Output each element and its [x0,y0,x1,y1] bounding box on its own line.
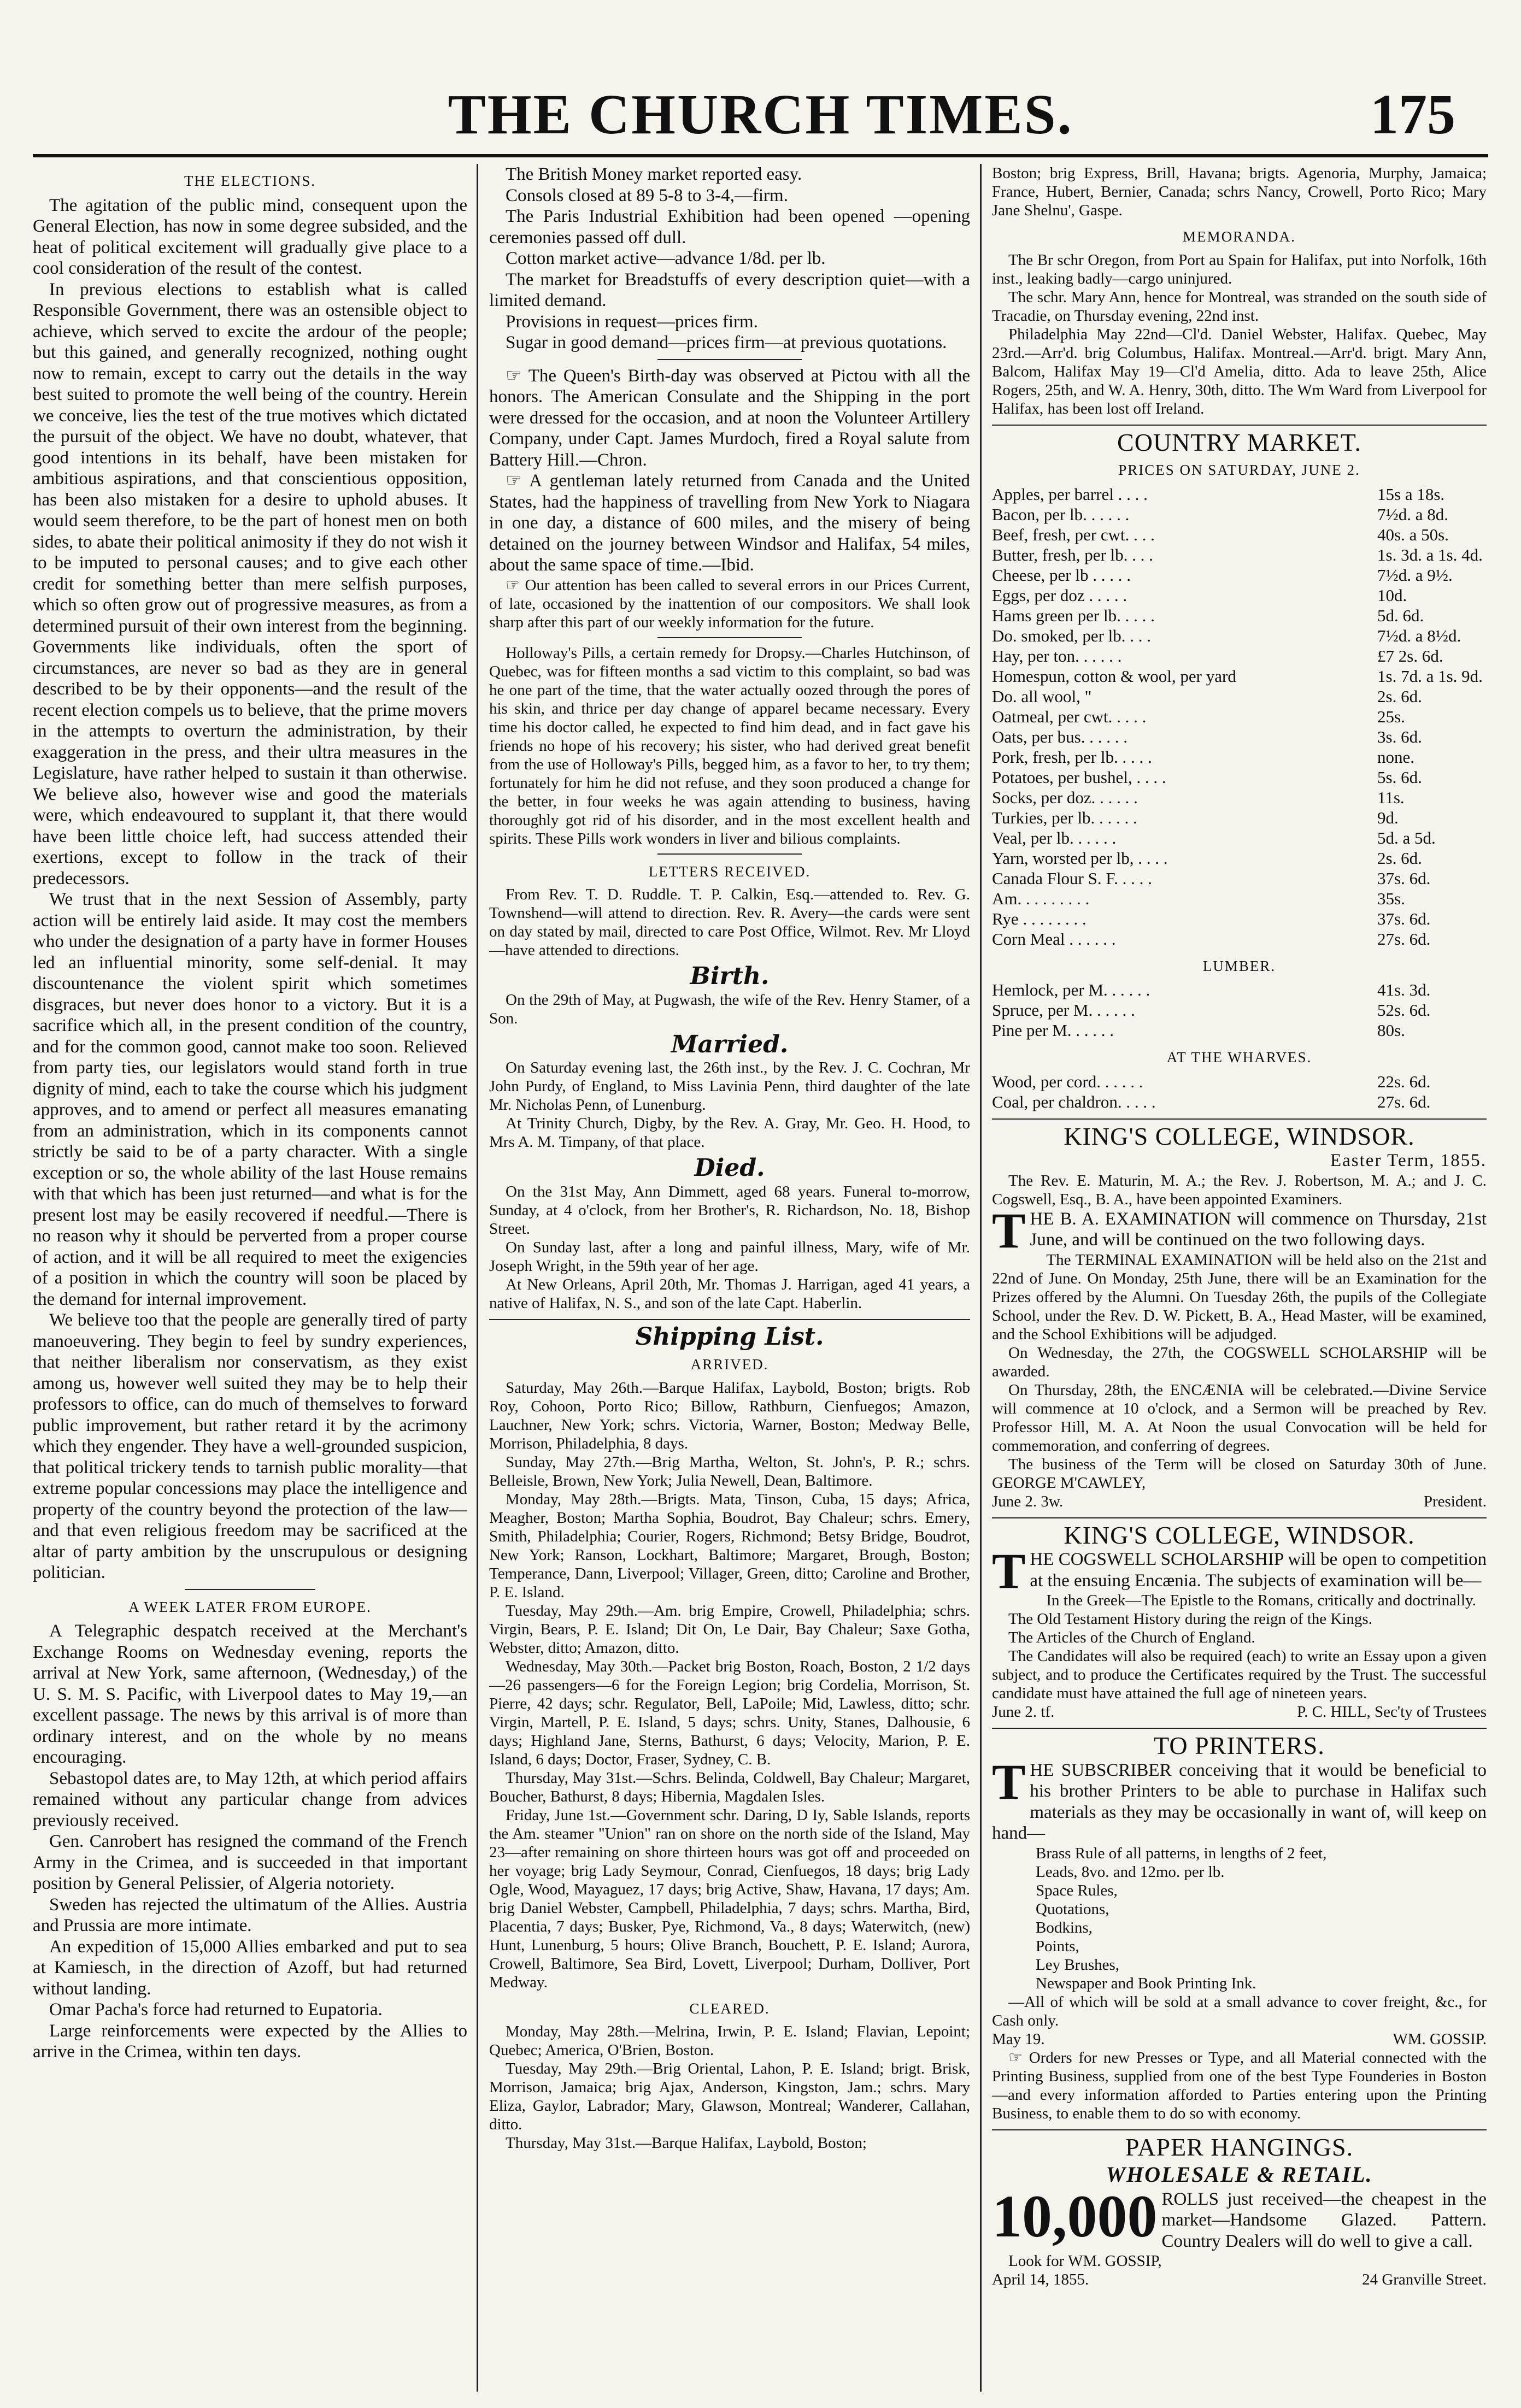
divider [992,1118,1487,1120]
market-news-line: Sugar in good demand—prices firm—at previous quotations. [506,333,947,352]
divider [489,1319,970,1320]
price-row [992,666,1487,686]
shipping-heading: Shipping List. [635,1322,824,1351]
arrived-entry: Sunday, May 27th.—Brig Martha, Welton, St. John's, P. R.; schrs. Belleisle, Brown, New York; Julia Newell, Dean, Baltimore. [489,1453,970,1489]
price-row [992,484,1487,504]
europe-paragraph: Sebastopol dates are, to May 12th, at which period affairs remained without any particular change from advices previously received. [33,1768,467,1830]
address: 24 Granville Street. [1362,2271,1487,2288]
arrived-entry: Saturday, May 26th.—Barque Halifax, Laybold, Boston; brigts. Rob Roy, Cohoon, Porto Rico; Billow, Rathburn, Cienfuegos; Amazon, Lauchner, New York; schrs. Victoria, Warner, Boston; Medway Belle, Morrison, Philadelphia, 8 days. [489,1379,970,1452]
scholarship-paragraph: The Old Testament History during the reign of the Kings. [1008,1610,1372,1628]
price-item: Eggs, per doz . . . . . [992,585,1127,605]
price-value: 1s. 3d. a 1s. 4d. [1377,545,1483,564]
price-value: 27s. 6d. [1377,1092,1431,1111]
arrived-entry: Monday, May 28th.—Brigts. Mata, Tinson, Cuba, 15 days; Africa, Meagher, Boston; Martha Sophia, Boudrot, Bay Chaleur; schrs. Emery, Smith, Philadelphia; Courier, Rogers, Richmond; Betsy Bridge, Boudrot, New York; Ranson, Lockhart, Baltimore; Margaret, Brough, Boston; Temperance, Dann, Liverpool; Villager, Green, ditto; Caroline and Brother, P. E. Island. [489,1490,970,1601]
price-value: 7½d. a 8d. [1377,504,1449,524]
look-for-line: Look for WM. GOSSIP, [1008,2252,1162,2270]
divider [992,2129,1487,2130]
arrived-entry: Friday, June 1st.—Government schr. Daring, D Iy, Sable Islands, reports the Am. steamer "Union" ran on shore on the north side of the Island, May 23—after remaining on shore thirteen hours was got off and proceeded on her voyage; brig Lady Seymour, Conrad, Cienfuegos, 18 days; brig Lady Ogle, Wood, Mayaguez, 17 days; brig Active, Shaw, Havana, 17 days; Am. brig Daniel Webster, Campbell, Philadelphia, 7 days; schrs. Martha, Bird, Placentia, 7 days; Busker, Pye, Richmond, Va., 8 days; Waterwitch, (new) Hunt, Lunenburg, 5 hours; Olive Branch, Bouchett, P. E. Island; Aurora, Crowell, Baltimore, Sea Bird, Lovett, Liverpool; Durham, Dolliver, Port Medway. [489,1806,970,1991]
market-news-line: The British Money market reported easy. [506,164,802,184]
price-item: Wood, per cord. . . . . . [992,1071,1143,1091]
printer-item: Points, [1036,1937,1079,1955]
arrived-entry: Tuesday, May 29th.—Am. brig Empire, Crowell, Philadelphia; schrs. Virgin, Bears, P. E. Island; Dit On, Le Dair, Bay Chaleur; Saxe Gotha, Webster, ditto; Amazon, ditto. [489,1602,970,1657]
price-item: Oatmeal, per cwt. . . . . [992,706,1147,726]
signature-line [992,2270,1487,2289]
printer-items-list [992,1844,1487,1993]
europe-heading: A WEEK LATER FROM EUROPE. [128,1598,372,1615]
price-item: Coal, per chaldron. . . . . [992,1092,1156,1111]
elections-paragraph: We trust that in the next Session of Assembly, party action will be entirely laid aside. It may cost the members who under the designation of a party have in former Houses led an influential minority, some self-denial. It may discountenance the violent spirit which sometimes disgraces, but never does honor to a victory. But it is a sacrifice which all, in the present condition of the country, and for the common good, cannot make too soon. Relieved from party ties, our legislators would stand forth in true dignity of mind, each to take the course which his judgment approves, and to amend or perfect all measures emanating from an administration, which in its components cannot strictly be said to be of a party character. With a single exception or so, the whole ability of the last House remains with that which has been just returned—and what is for the present lost may be easily recovered if needful.—There is no reason why it should be perverted from a proper course of action, and it will be all required to meet the exigencies of a position in which the country will soon be placed by the demand for internal improvement. [33,890,467,1309]
price-row [992,1020,1487,1040]
date-label: April 14, 1855. [992,2271,1089,2288]
date-label: June 2. tf. [992,1703,1055,1721]
memoranda-entry: The schr. Mary Ann, hence for Montreal, was stranded on the south side of Tracadie, on Thursday evening, 22nd inst. [992,288,1487,325]
price-item: Corn Meal . . . . . . [992,929,1116,949]
printers-notice: HE SUBSCRIBER conceiving that it would be beneficial to his brother Printers to be able to purchase in Halifax such materials as they may be occasionally in want of, will keep on hand— [992,1760,1487,1843]
price-value: 9d. [1377,808,1399,827]
drop-cap: T [992,1202,1026,1258]
price-row [992,767,1487,787]
price-row [992,686,1487,706]
price-value: 41s. 3d. [1377,980,1431,999]
death-notice: On Sunday last, after a long and painful illness, Mary, wife of Mr. Joseph Wright, in the 59th year of her age. [489,1238,970,1275]
price-item: Bacon, per lb. . . . . . [992,504,1130,524]
price-row [992,504,1487,525]
price-row [992,808,1487,828]
price-value: 7½d. a 8½d. [1377,626,1461,645]
price-row [992,727,1487,747]
ba-exam-notice: HE B. A. EXAMINATION will commence on Thursday, 21st June, and will be continued on the two following days. [1030,1209,1487,1250]
drop-cap: T [992,1753,1026,1810]
holloway-advert: Holloway's Pills, a certain remedy for Dropsy.—Charles Hutchinson, of Quebec, was for fifteen months a sad victim to this complaint, so bad was he one part of the time, that the water actually oozed through the pores of his skin, and thrice per day change of apparel became necessary. Every time his doctor called, he expected to find him dead, and in fact gave his friends no hope of his recovery; his sister, who had derived great benefit from the use of Holloway's Pills, begged him, as a favor to her, to try them; fortunately for him he did not refuse, and they soon produced a change for the better, in four weeks he was again attending to business, having thoroughly got rid of his disorder, and in the most excellent health and spirits. These Pills work wonders in liver and bilious complaints. [489,644,970,847]
price-row [992,565,1487,585]
scholarship-paragraph: The Articles of the Church of England. [1008,1629,1255,1646]
college-paragraph: The business of the Term will be closed on Saturday 30th of June. GEORGE M'CAWLEY, [992,1455,1487,1492]
price-item: Hams green per lb. . . . . [992,605,1155,625]
price-row [992,828,1487,848]
drop-cap: T [992,1543,1026,1599]
printer-item: Space Rules, [1036,1881,1118,1899]
price-value: 52s. 6d. [1377,1000,1431,1020]
price-item: Pine per M. . . . . . [992,1021,1114,1040]
printer-item: Brass Rule of all patterns, in lengths of 2 feet, [1036,1844,1327,1862]
price-item: Canada Flour S. F. . . . . [992,868,1152,888]
market-news-line: Cotton market active—advance 1/8d. per lb. [506,249,826,268]
arrived-entry: Thursday, May 31st.—Schrs. Belinda, Coldwell, Bay Chaleur; Margaret, Boucher, Bathurst, 8 days; Hibernia, Magdalen Isles. [489,1769,970,1805]
marriage-notice: On Saturday evening last, the 26th inst., by the Rev. J. C. Cochran, Mr John Purdy, of England, to Miss Lavinia Penn, third daughter of the late Mr. Nicholas Penn, of Lunenburg. [489,1059,970,1114]
price-value: 37s. 6d. [1377,868,1431,888]
column-divider [980,164,982,2392]
scholarship-notice: HE COGSWELL SCHOLARSHIP will be open to competition at the ensuing Encænia. The subjects of examination will be— [1030,1550,1487,1591]
price-value: 7½d. a 9½. [1377,565,1453,585]
orders-note: ☞ Orders for new Presses or Type, and all Material connected with the Printing Business, supplied from one of the best Type Founderies in Boston—and every information afforded to Parties entering upon the Printing Business, to enable them to do so with economy. [992,2048,1487,2122]
price-row [992,525,1487,545]
price-row [992,646,1487,666]
column-2 [489,164,970,2392]
market-news-line: The Paris Industrial Exhibition had been opened —opening ceremonies passed off dull. [489,207,970,248]
price-item: Rye . . . . . . . . [992,909,1087,928]
price-item: Pork, fresh, per lb. . . . . [992,747,1152,767]
divider [657,853,802,855]
cleared-entry: Tuesday, May 29th.—Brig Oriental, Lahon, P. E. Island; brigt. Brisk, Morrison, Jamaica; brig Ajax, Anderson, Kingston, Jam.; schrs. Mary Eliza, Gaylor, Labrador; Mary, Glawson, Montreal; Wanderer, Callahan, ditto. [489,2060,970,2133]
market-news-line: Provisions in request—prices firm. [506,311,758,332]
europe-paragraph: Sweden has rejected the ultimatum of the Allies. Austria and Prussia are more intimate. [33,1894,467,1935]
price-value: 15s a 18s. [1377,484,1445,504]
cleared-heading: CLEARED. [689,2000,770,2017]
price-row [992,888,1487,909]
divider [992,425,1487,426]
price-row [992,868,1487,888]
elections-paragraph: The agitation of the public mind, consequent upon the General Election, has now in some degree subsided, and the heat of political excitement will gradually give place to a cool consideration of the result of the contest. [33,195,467,278]
country-market-heading: COUNTRY MARKET. [1117,428,1361,456]
market-news-line: Consols closed at 89 5-8 to 3-4,—firm. [506,185,788,205]
paper-advert-text: ROLLS just received—the cheapest in the market—Handsome Glazed. Pattern. Country Dealers will do well to give a call. [1161,2189,1487,2251]
divider [992,1728,1487,1729]
examiners-notice: The Rev. E. Maturin, M. A.; the Rev. J. Robertson, M. A.; and J. C. Cogswell, Esq., B. A., have been appointed Examiners. [992,1171,1487,1208]
rolls-quantity: 10,000 [992,2182,1158,2250]
price-item: Spruce, per M. . . . . . [992,1000,1135,1020]
easter-term-label: Easter Term, 1855. [1330,1151,1487,1170]
college-paragraph: On Wednesday, the 27th, the COGSWELL SCHOLARSHIP will be awarded. [992,1344,1487,1380]
price-item: Hay, per ton. . . . . . [992,646,1122,666]
price-item: Homespun, cotton & wool, per yard [992,666,1236,686]
column-divider [477,164,478,2392]
price-row [992,747,1487,767]
printer-item: Newspaper and Book Printing Ink. [1036,1974,1256,1992]
divider [992,1517,1487,1518]
price-item: Do. smoked, per lb. . . . [992,626,1152,645]
wholesale-retail-label: WHOLESALE & RETAIL. [1106,2162,1373,2187]
price-value: £7 2s. 6d. [1377,646,1443,666]
masthead-rule [33,154,1488,157]
memoranda-heading: MEMORANDA. [1183,228,1296,245]
date-label: May 19. [992,2030,1045,2048]
price-value: 80s. [1377,1021,1405,1040]
cleared-entry: Thursday, May 31st.—Barque Halifax, Laybold, Boston; [506,2134,867,2152]
divider [657,359,802,360]
price-value: 1s. 7d. a 1s. 9d. [1377,666,1483,686]
letters-text: From Rev. T. D. Ruddle. T. P. Calkin, Esq.—attended to. Rev. G. Townshend—will attend to direction. Rev. R. Avery—the cards were sent on day stated by mail, directed to care Post Office, Wilmot. Rev. Mr Lloyd—have attended to directions. [489,886,970,959]
marriage-notice: At Trinity Church, Digby, by the Rev. A. Gray, Mr. Geo. H. Hood, to Mrs A. M. Timpany, of that place. [489,1115,970,1151]
europe-paragraph: Large reinforcements were expected by the Allies to arrive in the Crimea, within ten days. [33,2021,467,2062]
price-value: 40s. a 50s. [1377,525,1449,544]
birth-notice: On the 29th of May, at Pugwash, the wife of the Rev. Henry Stamer, of a Son. [489,991,970,1027]
arrived-entry: Wednesday, May 30th.—Packet brig Boston, Roach, Boston, 2 1/2 days—26 passengers—6 for the Foreign Legion; brig Cordelia, Morrison, St. Pierre, 42 days; schr. Regulator, Bell, LaPoile; Mid, Lawless, ditto; schr. Virgin, Martell, P. E. Island, 5 days; schrs. Unity, Stanes, Dalhousie, 6 days; Highland Jane, Sterns, Bathurst, 6 days; Velocity, Marion, P. E. Island, 6 days; Doctor, Fraser, Sydney, C. B. [489,1657,970,1768]
europe-paragraph: An expedition of 15,000 Allies embarked and put to sea at Kamiesch, in the direction of Azoff, but had returned without landing. [33,1936,467,1999]
price-row [992,909,1487,929]
divider [185,1589,315,1590]
lumber-heading: LUMBER. [1202,957,1276,974]
price-item: Do. all wool, " [992,686,1092,706]
europe-paragraph: A Telegraphic despatch received at the Merchant's Exchange Rooms on Wednesday evening, reports the arrival at New York, same afternoon, (Wednesday,) of the U. S. M. S. Pacific, with Liverpool dates to May 19,—an excellent passage. The news by this arrival is of more than ordinary interest, and on the whole by no means encouraging. [33,1621,467,1767]
price-row [992,605,1487,626]
page-number: 175 [1370,83,1455,146]
price-row [992,1071,1487,1092]
price-item: Yarn, worsted per lb, . . . . [992,848,1168,868]
price-row [992,706,1487,727]
price-row [992,545,1487,565]
signature-line [992,2030,1487,2048]
price-row [992,1000,1487,1020]
printer-item: Leads, 8vo. and 12mo. per lb. [1036,1863,1225,1881]
price-value: 5d. 6d. [1377,605,1424,625]
price-item: Cheese, per lb . . . . . [992,565,1131,585]
death-notice: On the 31st May, Ann Dimmett, aged 68 years. Funeral to-morrow, Sunday, at 4 o'clock, from her Brother's, R. Richardson, No. 18, Bishop Street. [489,1182,970,1238]
price-item: Oats, per bus. . . . . . [992,727,1127,746]
printers-heading: TO PRINTERS. [1154,1732,1325,1759]
memoranda-entry: Philadelphia May 22nd—Cl'd. Daniel Webster, Halifax. Quebec, May 23rd.—Arr'd. brig Columbus, Halifax. Montreal.—Arr'd. brigt. Mary Ann, Balcom, Halifax May 19—Cl'd Amelia, ditto. Ada to leave 25th, Alice Rogers, 25th, and W. A. Henry, 30th, ditto. The Wm Ward from Liverpool for Halifax, has been lost off Ireland. [992,325,1487,417]
paper-hangings-heading: PAPER HANGINGS. [1125,2133,1354,2161]
price-item: Apples, per barrel . . . . [992,484,1148,504]
price-item: Veal, per lb. . . . . . [992,828,1117,847]
market-news-line: The market for Breadstuffs of every description quiet—with a limited demand. [489,269,970,310]
scholarship-paragraph: The Candidates will also be required (each) to write an Essay upon a given subject, and to produce the Certificates required by the Trust. The successful candidate must have attained the full age of nineteen years. [992,1647,1487,1702]
price-item: Turkies, per lb. . . . . . [992,808,1137,827]
letters-heading: LETTERS RECEIVED. [648,863,811,880]
price-value: 11s. [1377,787,1405,807]
price-row [992,929,1487,949]
kings-college-heading: KING'S COLLEGE, WINDSOR. [1064,1521,1415,1549]
queens-birthday-item: ☞ The Queen's Birth-day was observed at Pictou with all the honors. The American Consulate and the Shipping in the port were dressed for the occasion, and at noon the Volunteer Artillery Company, under Capt. James Murdoch, fired a Royal salute from Battery Hill.—Chron. [489,366,970,470]
price-value: 5d. a 5d. [1377,828,1436,847]
price-row [992,1092,1487,1112]
price-value: 10d. [1377,585,1407,605]
newspaper-title: THE CHURCH TIMES. [448,83,1073,146]
married-heading: Married. [671,1030,789,1058]
wharves-price-list [992,1071,1487,1112]
errors-note: ☞ Our attention has been called to several errors in our Prices Current, of late, occasioned by the inattention of our compositors. We shall look sharp after this part of our weekly information for the future. [489,576,970,631]
date-label: June 2. 3w. [992,1492,1064,1510]
wharves-heading: AT THE WHARVES. [1166,1049,1312,1065]
death-notice: At New Orleans, April 20th, Mr. Thomas J. Harrigan, aged 41 years, a native of Halifax, N. S., and son of the late Capt. Haberlin. [489,1275,970,1312]
price-value: 2s. 6d. [1377,686,1422,706]
europe-paragraph: Gen. Canrobert has resigned the command of the French Army in the Crimea, and is succeeded in that important position by General Pelissier, of Algeria notoriety. [33,1832,467,1893]
price-item: Potatoes, per bushel, . . . . [992,767,1166,787]
divider [657,637,802,638]
signature-line [992,1492,1487,1511]
price-item: Butter, fresh, per lb. . . . [992,545,1153,564]
kings-college-heading: KING'S COLLEGE, WINDSOR. [1064,1122,1415,1150]
elections-heading: THE ELECTIONS. [184,173,316,189]
price-value: 2s. 6d. [1377,848,1422,868]
europe-paragraph: Omar Pacha's force had returned to Eupatoria. [49,2000,383,2020]
scholarship-paragraph: In the Greek—The Epistle to the Romans, critically and doctrinally. [1046,1592,1476,1609]
printer-item: Bodkins, [1036,1918,1093,1936]
price-item: Beef, fresh, per cwt. . . . [992,525,1155,544]
price-value: 25s. [1377,706,1405,726]
price-value: 27s. 6d. [1377,929,1431,949]
arrived-heading: ARRIVED. [690,1356,769,1373]
price-row [992,980,1487,1000]
elections-paragraph: We believe too that the people are generally tired of party manoeuvering. They begin to feel by sundry experiences, that neither liberalism nor conservatism, as they exist among us, however well suited they may be to help their professors to office, can do much of themselves to forward public improvement, but rather retard it by the acrimony which they engender. They have a well-grounded suspicion, that political trickery tends to tarnish public morality—that extreme popular concessions may place the intelligence and property of the country beyond the protection of the law—and that even religious freedom may be sacrificed at the altar of party ambition by the unscrupulous or designing politician. [33,1310,467,1582]
price-value: 37s. 6d. [1377,909,1431,928]
price-item: Am. . . . . . . . . [992,888,1090,908]
printer-item: Ley Brushes, [1036,1956,1120,1974]
price-item: Socks, per doz. . . . . . [992,787,1138,807]
price-row [992,585,1487,605]
country-market-subheading: PRICES ON SATURDAY, JUNE 2. [1118,462,1360,478]
price-value: 5s. 6d. [1377,767,1422,787]
price-value: 22s. 6d. [1377,1071,1431,1091]
price-value: 35s. [1377,888,1405,908]
gentleman-item: ☞ A gentleman lately returned from Canada and the United States, had the happiness of travelling from New York to Niagara in one day, a distance of 600 miles, and the misery of being detained on the journey between Windsor and Halifax, 54 miles, about the same space of time.—Ibid. [489,471,970,575]
price-item: Hemlock, per M. . . . . . [992,980,1150,999]
column-1 [33,164,467,2392]
shipping-continued: Boston; brig Express, Brill, Havana; brigts. Agenoria, Murphy, Jamaica; France, Hubert, Bernier, Canada; schrs Nancy, Crowell, Porto Rico; Mary Jane Shelnu', Gaspe. [992,164,1487,219]
printers-tail: —All of which will be sold at a small advance to cover freight, &c., for Cash only. [992,1993,1487,2029]
price-row [992,848,1487,868]
college-paragraph: The TERMINAL EXAMINATION will be held also on the 21st and 22nd of June. On Monday, 25th June, there will be an Examination for the Prizes offered by the Alumni. On Tuesday 26th, the pupils of the Collegiate School, under the Rev. D. W. Pickett, B. A., Head Master, will be examined, and the School Exhibitions will be adjudged. [992,1251,1487,1343]
price-row [992,626,1487,646]
lumber-price-list [992,980,1487,1040]
cleared-entry: Monday, May 28th.—Melrina, Irwin, P. E. Island; Flavian, Lepoint; Quebec; America, O'Brien, Boston. [489,2023,970,2059]
college-paragraph: On Thursday, 28th, the ENCÆNIA will be celebrated.—Divine Service will commence at 10 o'clock, and a Sermon will be preached by Rev. Professor Hill, M. A. At Noon the usual Convocation will be held for commemoration, and conferring of degrees. [992,1381,1487,1455]
signatory: WM. GOSSIP. [1393,2030,1487,2048]
masthead [0,82,1521,158]
price-row [992,787,1487,808]
died-heading: Died. [694,1154,765,1182]
column-3 [992,164,1487,2392]
price-value: none. [1377,747,1415,767]
signatory: President. [1423,1492,1487,1510]
price-list [992,484,1487,949]
signature-line [992,1703,1487,1721]
price-value: 3s. 6d. [1377,727,1422,746]
memoranda-entry: The Br schr Oregon, from Port au Spain for Halifax, put into Norfolk, 16th inst., leaking badly—cargo uninjured. [992,251,1487,287]
elections-paragraph: In previous elections to establish what is called Responsible Government, there was an ostensible object to achieve, which served to excite the ardour of the people; but this gained, and generally recognized, nothing ought now to remain, except to carry out the details in the way best suited to promote the well being of the country. Herein we conceive, lies the test of the true motives which dictated the pursuit of the object. We have no doubt, whatever, that good intentions in its behalf, have been mistaken for ambitious aspirations, and that conscientious opposition, has been also mistaken for a desire to uphold abuses. It would seem therefore, to be the part of honest men on both sides, to abate their political animosity if they do not wish it to be imputed to personal causes; and to give each other credit for something better than mere selfish purposes, which so often grow out of progressive measures, as from a determined pursuit of their own interest from the beginning. Governments like individuals, often the sport of circumstances, are never so bad as they are in general described to be by their opponents—and the result of the recent election compels us to believe, that the prime movers in the attempts to overturn the administration, by their exaggeration in the press, and their ultra measures in the Legislature, have rather helped to sustain it than otherwise. We believe also, however wise and good the materials were, which endeavoured to supplant it, that there would have been little choice left, had success attended their exertions, except to follow in the track of their predecessors. [33,279,467,888]
signatory: P. C. HILL, Sec'ty of Trustees [1297,1703,1487,1721]
birth-heading: Birth. [690,962,770,990]
printer-item: Quotations, [1036,1900,1109,1918]
